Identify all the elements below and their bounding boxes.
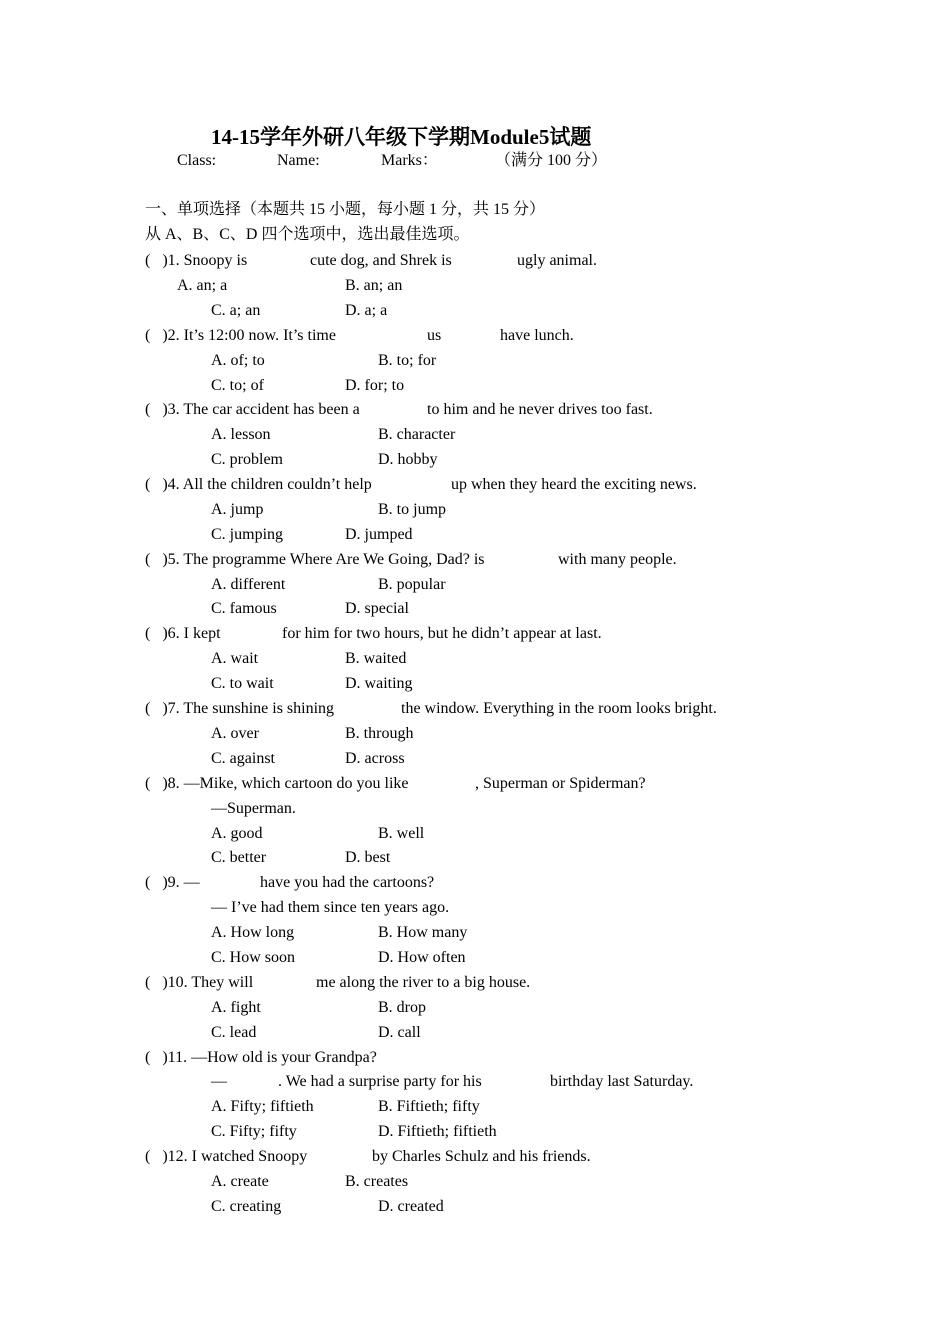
section-instruction: 从 A、B、C、D 四个选项中，选出最佳选项。 (145, 226, 470, 243)
option-a: A. create (211, 1173, 269, 1190)
option-b: B. an; an (345, 277, 403, 294)
option-a: A. an; a (177, 277, 228, 294)
option-c: C. a; an (211, 302, 261, 319)
option-b: B. well (378, 825, 425, 842)
option-a: A. fight (211, 999, 261, 1016)
option-c: C. jumping (211, 526, 284, 543)
option-d: D. hobby (378, 451, 438, 468)
question-stem: , Superman or Spiderman? (475, 775, 646, 792)
question-reply: — (211, 1073, 227, 1090)
question-stem: ( )11. —How old is your Grandpa? (145, 1049, 377, 1066)
option-c: C. against (211, 750, 275, 767)
option-d: D. call (378, 1024, 421, 1041)
question-stem: ( )3. The car accident has been a (145, 401, 360, 418)
option-b: B. through (345, 725, 414, 742)
option-a: A. Fifty; fiftieth (211, 1098, 314, 1115)
question-stem: ( )1. Snoopy is (145, 252, 248, 269)
option-d: D. best (345, 849, 391, 866)
option-b: B. Fiftieth; fifty (378, 1098, 480, 1115)
option-a: A. How long (211, 924, 295, 941)
option-b: B. character (378, 426, 456, 443)
option-a: A. jump (211, 501, 264, 518)
option-b: B. popular (378, 576, 446, 593)
option-c: C. to; of (211, 377, 264, 394)
question-stem: ugly animal. (517, 252, 597, 269)
option-a: A. lesson (211, 426, 271, 443)
question-stem: ( )7. The sunshine is shining (145, 700, 335, 717)
class-label: Class: (177, 152, 217, 169)
question-reply: . We had a surprise party for his (278, 1073, 482, 1090)
question-stem: ( )6. I kept (145, 625, 221, 642)
option-c: C. to wait (211, 675, 274, 692)
option-c: C. problem (211, 451, 283, 468)
question-reply: birthday last Saturday. (550, 1073, 694, 1090)
option-c: C. lead (211, 1024, 257, 1041)
question-stem: ( )8. —Mike, which cartoon do you like (145, 775, 409, 792)
option-b: B. creates (345, 1173, 409, 1190)
option-d: D. for; to (345, 377, 405, 394)
question-stem: the window. Everything in the room looks bright. (401, 700, 717, 717)
question-stem: us (427, 327, 442, 344)
question-stem: with many people. (558, 551, 677, 568)
option-b: B. waited (345, 650, 407, 667)
question-stem: ( )9. — (145, 874, 200, 891)
option-b: B. How many (378, 924, 468, 941)
page-title: 14-15学年外研八年级下学期Module5试题 (211, 125, 592, 149)
option-a: A. of; to (211, 352, 265, 369)
option-a: A. different (211, 576, 286, 593)
question-stem: ( )5. The programme Where Are We Going, Dad? is (145, 551, 485, 568)
option-c: C. creating (211, 1198, 282, 1215)
question-stem: to him and he never drives too fast. (427, 401, 653, 418)
option-d: D. waiting (345, 675, 413, 692)
marks-label: Marks： (381, 152, 438, 169)
question-reply: —Superman. (211, 800, 296, 817)
question-stem: ( )10. They will (145, 974, 254, 991)
option-c: C. How soon (211, 949, 296, 966)
option-d: D. a; a (345, 302, 388, 319)
question-stem: cute dog, and Shrek is (310, 252, 452, 269)
question-stem: by Charles Schulz and his friends. (372, 1148, 591, 1165)
question-stem: ( )12. I watched Snoopy (145, 1148, 308, 1165)
option-d: D. How often (378, 949, 466, 966)
option-d: D. jumped (345, 526, 413, 543)
section-heading: 一、单项选择（本题共 15 小题，每小题 1 分，共 15 分） (145, 201, 546, 218)
name-label: Name: (277, 152, 320, 169)
option-d: D. Fiftieth; fiftieth (378, 1123, 497, 1140)
question-stem: have lunch. (500, 327, 574, 344)
option-b: B. drop (378, 999, 426, 1016)
question-stem: have you had the cartoons? (260, 874, 435, 891)
question-reply: — I’ve had them since ten years ago. (211, 899, 450, 916)
question-stem: ( )4. All the children couldn’t help (145, 476, 372, 493)
option-b: B. to; for (378, 352, 437, 369)
option-c: C. famous (211, 600, 277, 617)
option-d: D. special (345, 600, 409, 617)
question-stem: up when they heard the exciting news. (451, 476, 697, 493)
option-c: C. better (211, 849, 267, 866)
option-d: D. across (345, 750, 405, 767)
question-stem: ( )2. It’s 12:00 now. It’s time (145, 327, 336, 344)
option-a: A. over (211, 725, 259, 742)
option-d: D. created (378, 1198, 444, 1215)
option-c: C. Fifty; fifty (211, 1123, 297, 1140)
question-stem: me along the river to a big house. (316, 974, 531, 991)
question-stem: for him for two hours, but he didn’t appear at last. (282, 625, 602, 642)
option-a: A. wait (211, 650, 259, 667)
option-b: B. to jump (378, 501, 447, 518)
full-score-label: （满分 100 分） (495, 152, 608, 169)
option-a: A. good (211, 825, 263, 842)
